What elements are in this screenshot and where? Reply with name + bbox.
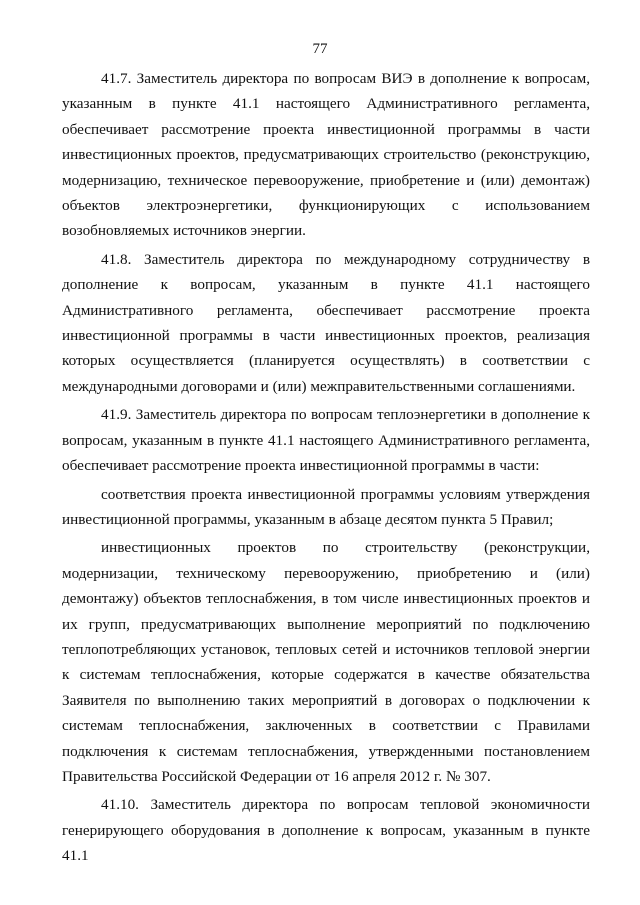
- page-number: 77: [312, 41, 328, 57]
- paragraph-41-9: 41.9. Заместитель директора по вопросам теплоэнергетики в дополнение к вопросам, указанным в пункте 41.1 настоящего Административного регламента, обеспечивает рассмотрение проекта инвестиционной программы в части:: [62, 406, 590, 475]
- document-body: [62, 66, 590, 870]
- paragraph-41-8: 41.8. Заместитель директора по международному сотрудничеству в дополнение к вопросам, указанным в пункте 41.1 настоящего Административного регламента, обеспечивает рассмотрение проекта инвестиционной программы в части инвестиционных проектов, реализация которых осуществляется (планируется осуществлять) в соответствии с международными договорами и (или) межправительственными соглашениями.: [62, 250, 590, 395]
- paragraph-41-10: 41.10. Заместитель директора по вопросам тепловой экономичности генерирующего оборудования в дополнение к вопросам, указанным в пункте 41.1: [62, 796, 590, 865]
- paragraph-41-9-item-1: соответствия проекта инвестиционной программы условиям утверждения инвестиционной программы, указанным в абзаце десятом пункта 5 Правил;: [62, 485, 590, 528]
- paragraph-41-7: 41.7. Заместитель директора по вопросам ВИЭ в дополнение к вопросам, указанным в пункте 41.1 настоящего Административного регламента, обеспечивает рассмотрение проекта инвестиционной программы в части инвестиционных проектов, предусматривающих строительство (реконструкцию, модернизацию, техническое перевооружение, приобретение и (или) демонтаж) объектов электроэнергетики, функционирующих с использованием возобновляемых источников энергии.: [62, 70, 590, 240]
- paragraph-41-9-item-2: инвестиционных проектов по строительству (реконструкции, модернизации, техническому перевооружению, приобретению и (или) демонтажу) объектов теплоснабжения, в том числе инвестиционных проектов и их групп, предусматривающих выполнение мероприятий по подключению теплопотребляющих установок, тепловых сетей и источников тепловой энергии к системам теплоснабжения, которые содержатся в качестве обязательства Заявителя по выполнению таких мероприятий в договорах о подключении к системам теплоснабжения, заключенных в соответствии с Правилами подключения к системам теплоснабжения, утвержденными постановлением Правительства Российской Федерации от 16 апреля 2012 г. № 307.: [62, 539, 590, 785]
